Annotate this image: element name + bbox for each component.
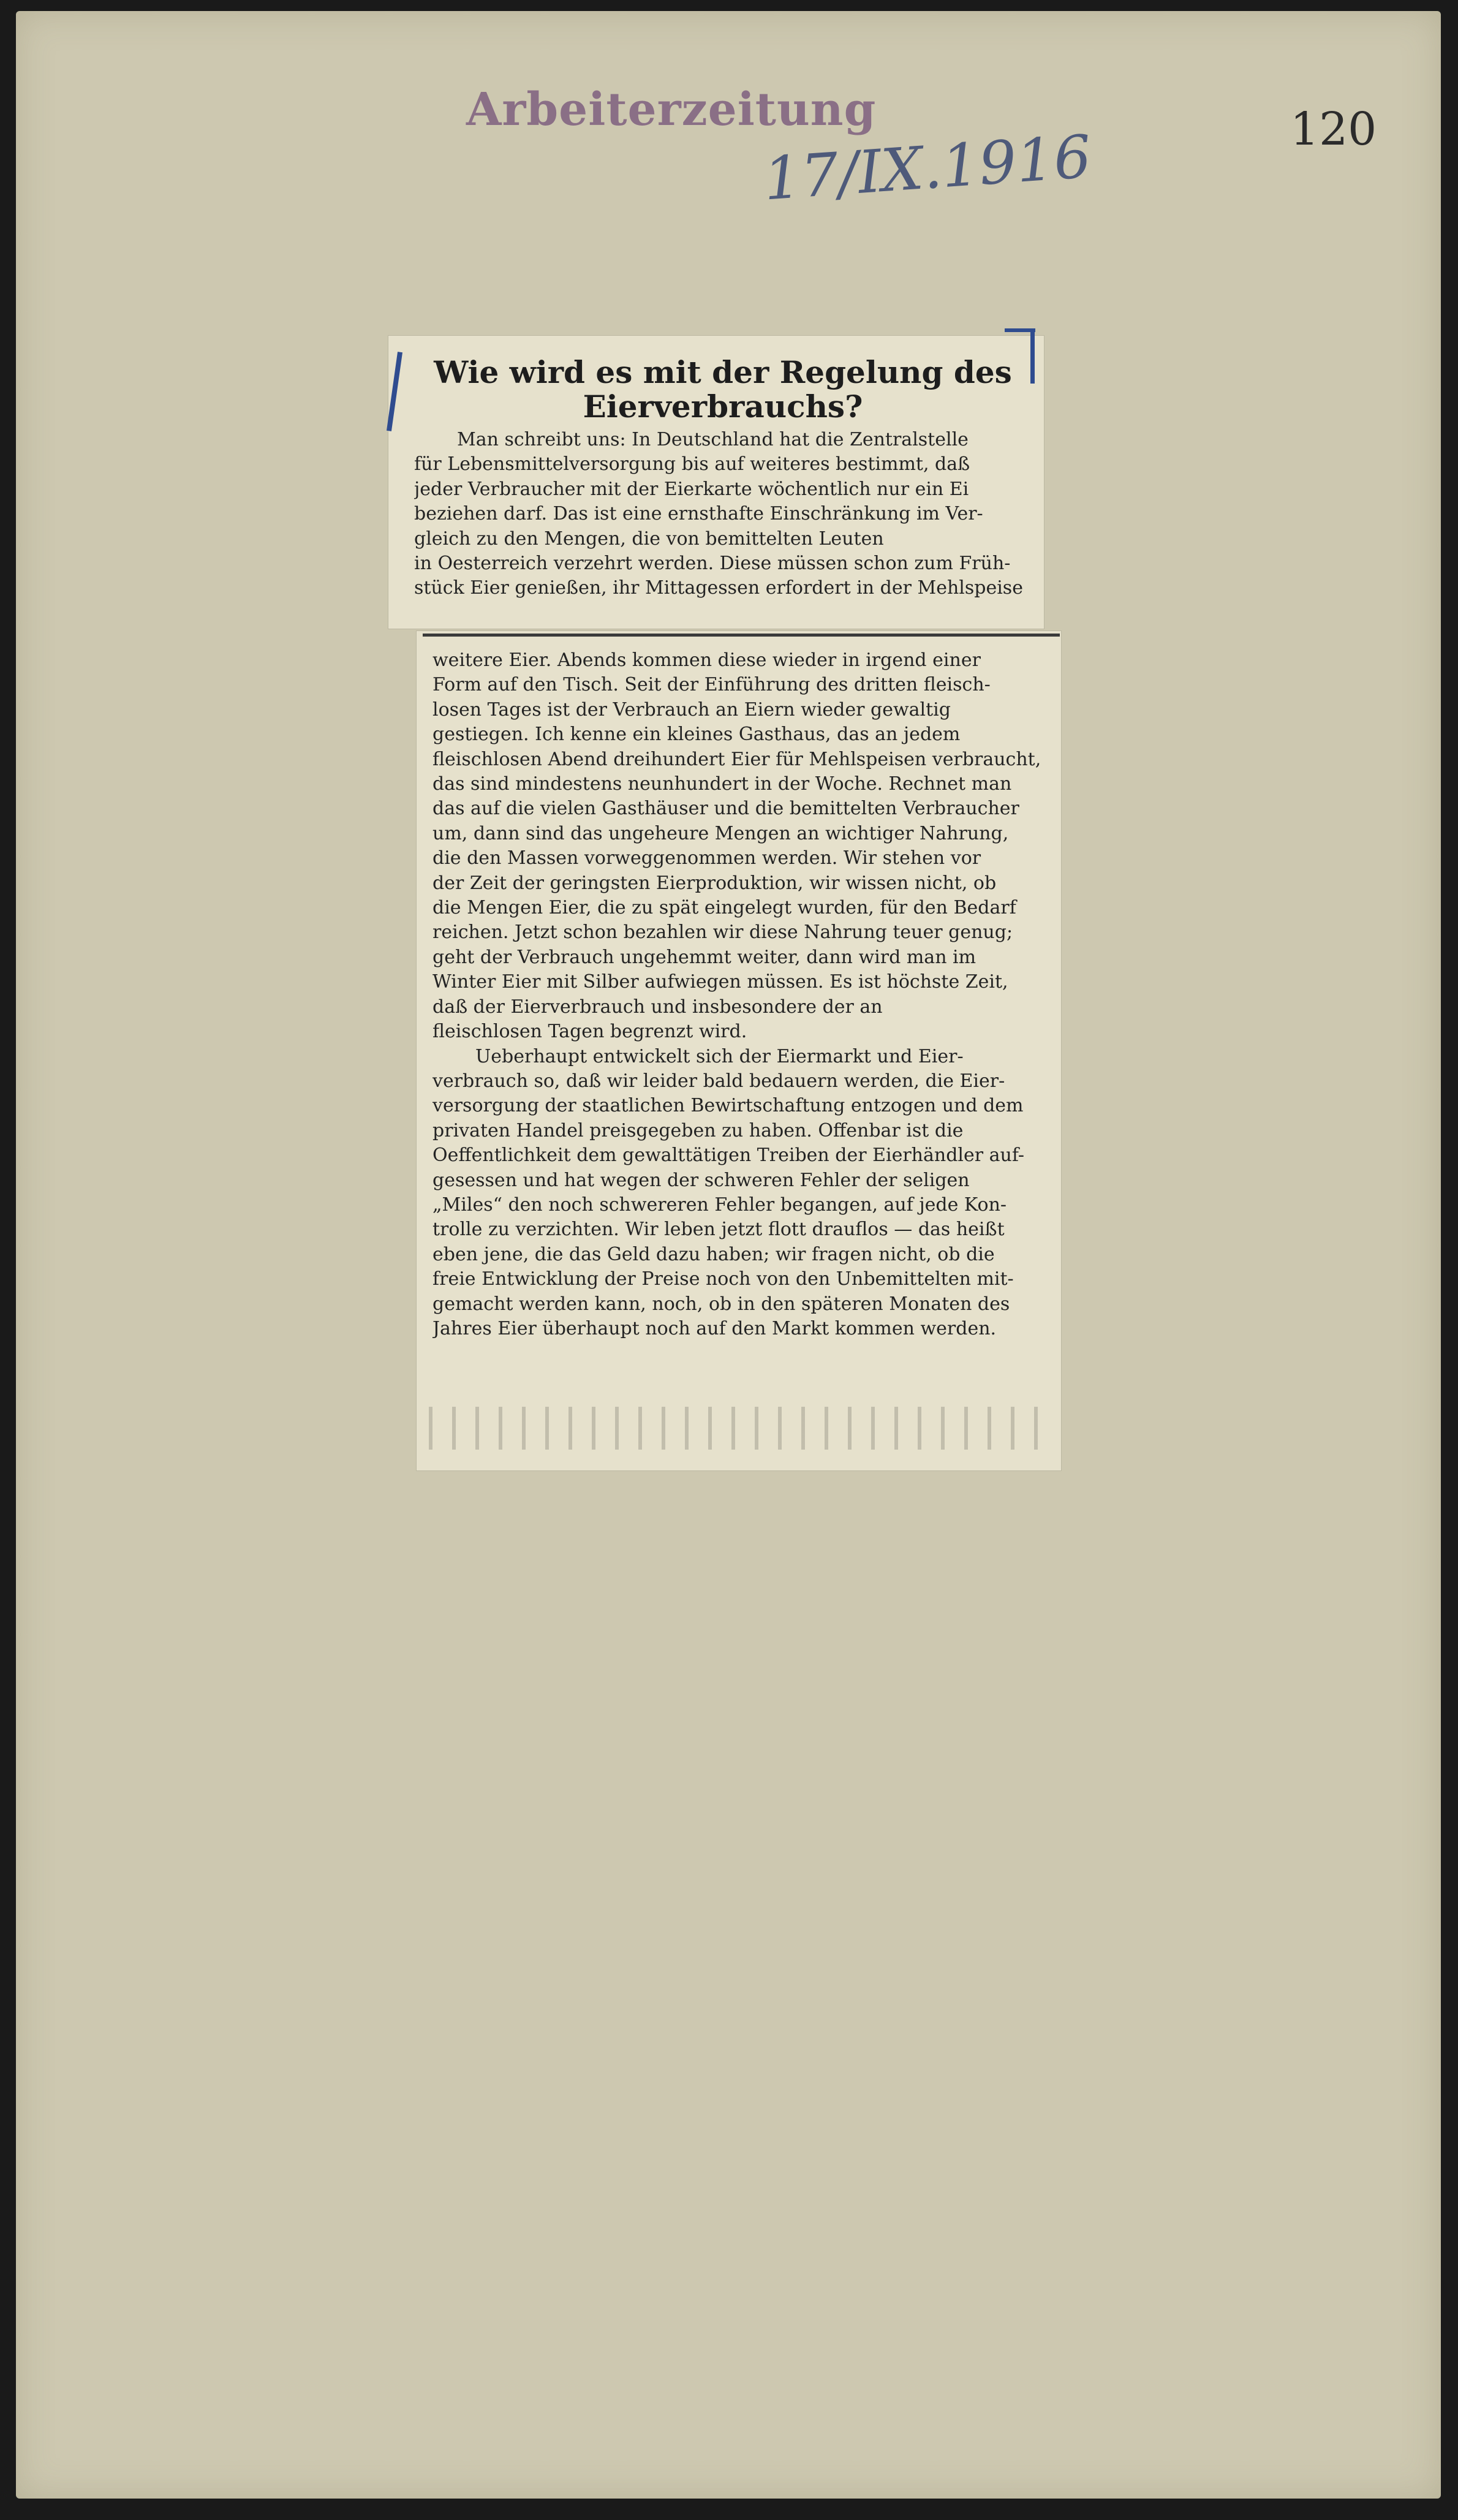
article-headline: Wie wird es mit der Regelung des Eierverbrauchs? [434,354,1012,425]
text-line: Winter Eier mit Silber aufwiegen müssen. Es ist höchste Zeit, [432,971,1008,993]
text-line: in Oesterreich verzehrt werden. Diese müssen schon zum Früh- [414,553,1011,575]
text-line: gesessen und hat wegen der schweren Fehler der seligen [432,1169,970,1191]
text-line: beziehen darf. Das ist eine ernsthafte Einschränkung im Ver- [414,503,983,525]
text-line: das auf die vielen Gasthäuser und die bemittelten Verbraucher [432,798,1019,820]
text-line: Jahres Eier überhaupt noch auf den Markt kommen werden. [432,1317,997,1339]
text-line: die Mengen Eier, die zu spät eingelegt wurden, für den Bedarf [432,897,1016,919]
text-line: Form auf den Tisch. Seit der Einführung des dritten fleisch- [432,674,991,696]
text-line: „Miles“ den noch schwereren Fehler begangen, auf jede Kon- [432,1194,1007,1216]
text-line: Oeffentlichkeit dem gewalttätigen Treiben der Eierhändler auf- [432,1145,1025,1167]
text-line: für Lebensmittelversorgung bis auf weiteres bestimmt, daß [414,453,970,475]
text-line: der Zeit der geringsten Eierproduktion, wir wissen nicht, ob [432,872,997,894]
text-line: freie Entwicklung der Preise noch von den Unbemittelten mit- [432,1268,1014,1290]
blue-pencil-mark-right [1030,328,1035,384]
text-line: jeder Verbraucher mit der Eierkarte wöchentlich nur ein Ei [414,478,969,500]
text-line: fleischlosen Abend dreihundert Eier für Mehlspeisen verbraucht, [432,748,1041,770]
text-line: versorgung der staatlichen Bewirtschaftung entzogen und dem [432,1095,1024,1117]
text-line: trolle zu verzichten. Wir leben jetzt flott drauflos — das heißt [432,1219,1005,1241]
text-line: Man schreibt uns: In Deutschland hat die Zentralstelle [457,429,969,450]
text-line: daß der Eierverbrauch und insbesondere der an [432,996,883,1018]
newspaper-stamp: Arbeiterzeitung [466,83,877,136]
text-line: reichen. Jetzt schon bezahlen wir diese Nahrung teuer genug; [432,921,1013,944]
text-line: stück Eier genießen, ihr Mittagessen erfordert in der Mehlspeise [414,577,1023,599]
text-line: die den Massen vorweggenommen werden. Wir stehen vor [432,847,981,869]
text-line: losen Tages ist der Verbrauch an Eiern wieder gewaltig [432,698,951,721]
text-line: geht der Verbrauch ungehemmt weiter, dann wird man im [432,946,976,968]
text-line: gleich zu den Mengen, die von bemittelten Leuten [414,528,884,550]
text-line: das sind mindestens neunhundert in der Woche. Rechnet man [432,773,1012,795]
torn-clipping-edge [429,1407,1048,1450]
folio-number: 120 [1290,103,1377,156]
text-line: weitere Eier. Abends kommen diese wieder in irgend einer [432,649,981,671]
text-line: privaten Handel preisgegeben zu haben. Offenbar ist die [432,1119,964,1141]
text-line: fleischlosen Tagen begrenzt wird. [432,1021,747,1043]
handwritten-date: 17/IX.1916 [761,122,1094,214]
article-text-part-1 [414,428,1033,601]
column-rule [423,634,1060,637]
text-line: um, dann sind das ungeheure Mengen an wichtiger Nahrung, [432,822,1009,844]
text-line: gestiegen. Ich kenne ein kleines Gasthaus, das an jedem [432,724,961,746]
article-text-part-2 [432,648,1050,1341]
text-line: verbrauch so, daß wir leider bald bedauern werden, die Eier- [432,1070,1005,1092]
text-line: Ueberhaupt entwickelt sich der Eiermarkt und Eier- [475,1045,964,1067]
text-line: gemacht werden kann, noch, ob in den späteren Monaten des [432,1293,1010,1315]
text-line: eben jene, die das Geld dazu haben; wir fragen nicht, ob die [432,1243,995,1265]
